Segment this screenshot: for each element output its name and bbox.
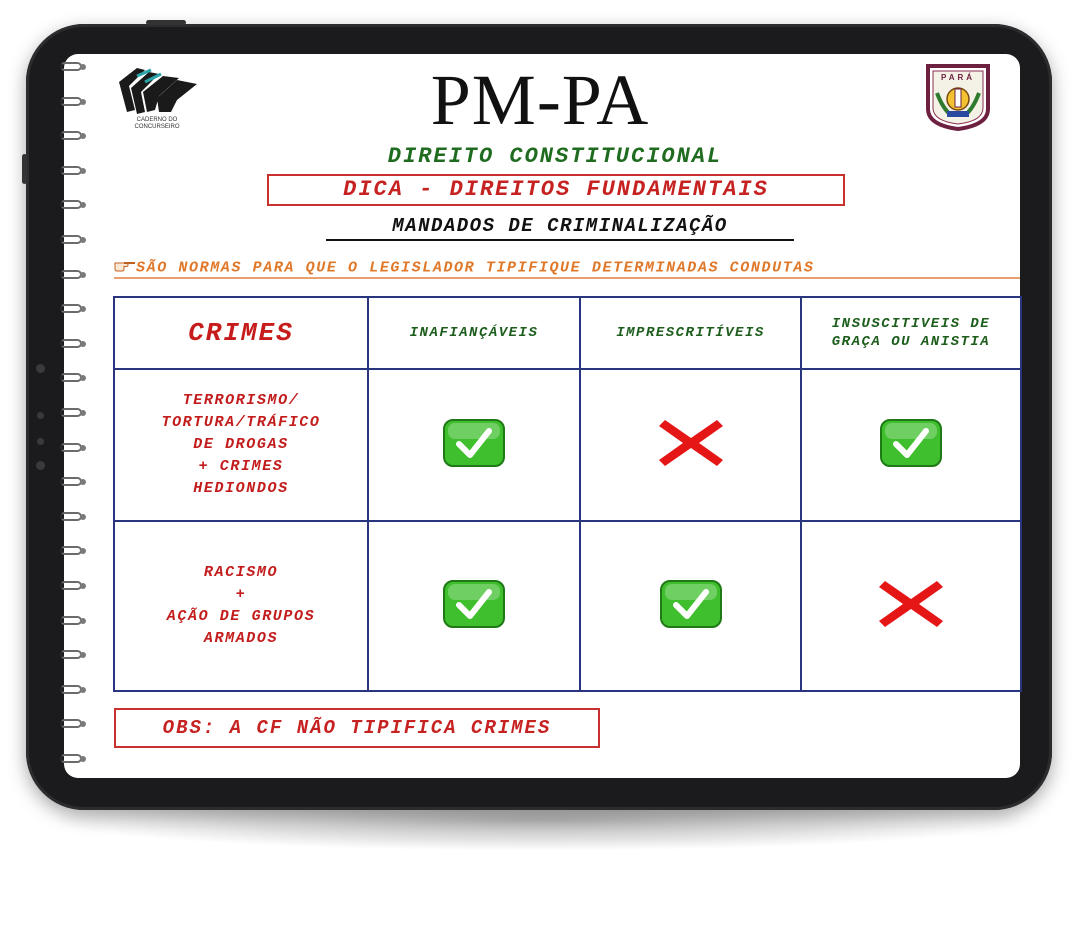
crime-line: RACISMO (203, 564, 279, 581)
spiral-ring (60, 131, 86, 141)
note-underline (114, 277, 1020, 279)
spiral-ring (60, 512, 86, 522)
pointing-hand-icon (114, 258, 136, 277)
header-inafiancaveis: INAFIANÇÁVEIS (368, 297, 580, 369)
camera-dot (36, 461, 45, 470)
topic-underline (326, 239, 794, 241)
crime-cell (114, 521, 368, 691)
crime-line: DE DROGAS (193, 436, 289, 453)
mark-cell (801, 521, 1021, 691)
camera-dot (36, 364, 45, 373)
spiral-ring (60, 443, 86, 453)
spiral-ring (60, 270, 86, 280)
power-button (146, 20, 186, 25)
header-insuscetiveis: INSUSCITIVEIS DE GRAÇA OU ANISTIA (801, 297, 1021, 369)
para-seal (925, 63, 991, 131)
caderno-logo (115, 62, 201, 134)
criminalization-table (113, 296, 1022, 692)
table-row (114, 369, 1021, 521)
cross-mark-icon (659, 418, 723, 472)
check-mark-icon (659, 579, 723, 633)
crime-line: TORTURA/TRÁFICO (161, 414, 321, 431)
mark-cell (580, 369, 801, 521)
spiral-ring (60, 200, 86, 210)
spiral-ring (60, 477, 86, 487)
spiral-ring (60, 719, 86, 729)
sensor-dot (37, 438, 44, 445)
mark-cell (368, 369, 580, 521)
crime-line: + (235, 586, 247, 603)
book-logo-icon (115, 62, 201, 118)
spiral-ring (60, 62, 86, 72)
note-text: SÃO NORMAS PARA QUE O LEGISLADOR TIPIFIQUE DETERMINADAS CONDUTAS (136, 259, 815, 277)
mark-cell (580, 521, 801, 691)
seal-text: PARÁ (940, 73, 976, 82)
crime-line: HEDIONDOS (193, 480, 289, 497)
spiral-ring (60, 304, 86, 314)
crime-cell (114, 369, 368, 521)
crime-line: + CRIMES (198, 458, 284, 475)
topic-heading: MANDADOS DE CRIMINALIZAÇÃO (392, 215, 728, 237)
header-crimes: CRIMES (114, 297, 368, 369)
spiral-ring (60, 166, 86, 176)
check-mark-icon (442, 579, 506, 633)
header-imprescritiveis: IMPRESCRITÍVEIS (580, 297, 801, 369)
table-header-row (114, 297, 1021, 369)
check-mark-icon (879, 418, 943, 472)
note-line-text (114, 258, 1019, 277)
mark-cell (801, 369, 1021, 521)
cross-mark-icon (879, 579, 943, 633)
spiral-ring (60, 685, 86, 695)
crime-line: AÇÃO DE GRUPOS (166, 608, 316, 625)
subject-heading: DIREITO CONSTITUCIONAL (387, 144, 723, 169)
check-mark-icon (442, 418, 506, 472)
spiral-ring (60, 373, 86, 383)
spiral-ring (60, 339, 86, 349)
spiral-ring (60, 546, 86, 556)
spiral-ring (60, 97, 86, 107)
spiral-ring (60, 754, 86, 764)
spiral-ring (60, 235, 86, 245)
spiral-ring (60, 650, 86, 660)
spiral-ring (60, 408, 86, 418)
tip-banner: DICA - DIREITOS FUNDAMENTAIS (267, 174, 845, 206)
spiral-ring (60, 581, 86, 591)
volume-button (22, 154, 27, 184)
crime-line: TERRORISMO/ (182, 392, 300, 409)
page-title: PM-PA (430, 60, 650, 140)
sensor-dot (37, 412, 44, 419)
mark-cell (368, 521, 580, 691)
obs-box: OBS: A CF NÃO TIPIFICA CRIMES (114, 708, 600, 748)
crime-line: ARMADOS (203, 630, 279, 647)
table-row (114, 521, 1021, 691)
spiral-ring (60, 616, 86, 626)
logo-caption: CADERNO DO CONCURSEIRO (134, 117, 180, 130)
